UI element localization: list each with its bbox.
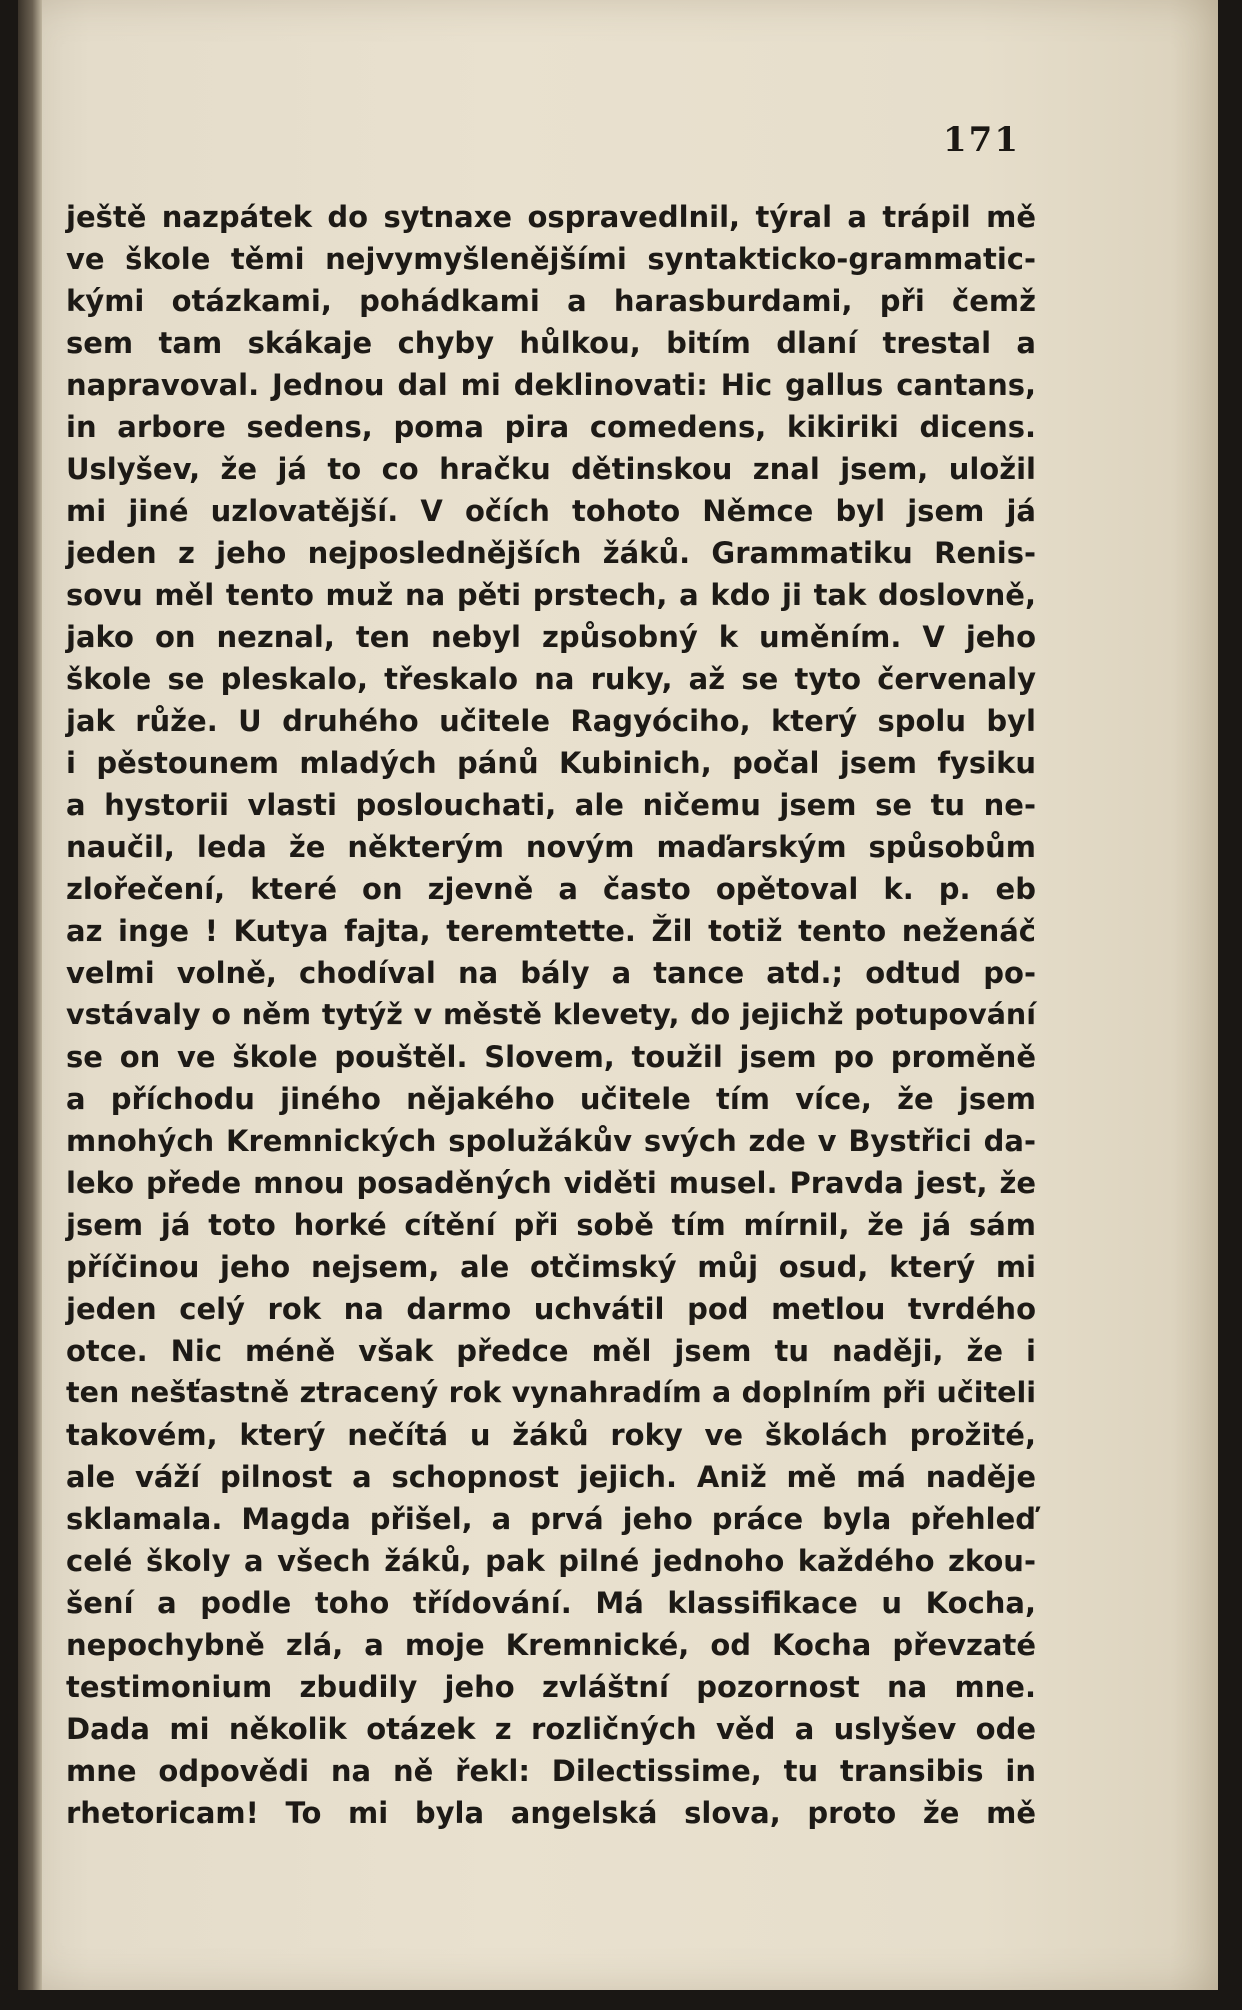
text-line: sem tam skákaje chyby hůlkou, bitím dlaní trestal a <box>66 326 1036 360</box>
text-line: ten nešťastně ztracený rok vynahradím a doplním při učiteli <box>66 1376 1036 1409</box>
text-line: leko přede mnou posaděných viděti musel. Pravda jest, že <box>66 1166 1036 1200</box>
text-line: takovém, který nečítá u žáků roky ve školách prožité, <box>66 1418 1036 1452</box>
text-line: napravoval. Jednou dal mi deklinovati: Hic gallus cantans, <box>66 368 1036 402</box>
text-line: vstávaly o něm tytýž v městě klevety, do jejichž potupování <box>66 998 1036 1031</box>
text-line: Dada mi několik otázek z rozličných věd a uslyšev ode <box>66 1712 1036 1746</box>
text-line: mnohých Kremnických spolužákův svých zde v Bystřici da- <box>66 1124 1036 1158</box>
text-line: jeden z jeho nejposlednějších žáků. Grammatiku Renis- <box>66 536 1036 570</box>
text-line: sklamala. Magda přišel, a prvá jeho práce byla přehleď <box>66 1502 1036 1536</box>
body-text <box>66 196 1036 1834</box>
text-line: jako on neznal, ten nebyl způsobný k uměním. V jeho <box>66 620 1036 654</box>
text-line: otce. Nic méně však předce měl jsem tu naději, že i <box>66 1334 1036 1368</box>
text-line: naučil, leda že některým novým maďarským spůsobům <box>66 830 1036 864</box>
book-binding-edge <box>18 0 42 1990</box>
text-line: příčinou jeho nejsem, ale otčimský můj osud, který mi <box>66 1250 1036 1284</box>
text-line: šení a podle toho třídování. Má klassifikace u Kocha, <box>66 1586 1036 1620</box>
text-line: jsem já toto horké cítění při sobě tím mírnil, že já sám <box>66 1208 1036 1242</box>
text-line: velmi volně, chodíval na bály a tance atd.; odtud po- <box>66 956 1036 990</box>
text-line: ještě nazpátek do sytnaxe ospravedlnil, týral a trápil mě <box>66 200 1036 234</box>
text-line: in arbore sedens, poma pira comedens, kikiriki dicens. <box>66 410 1036 444</box>
text-line: jeden celý rok na darmo uchvátil pod metlou tvrdého <box>66 1292 1036 1326</box>
text-line: a hystorii vlasti poslouchati, ale ničemu jsem se tu ne- <box>66 788 1036 822</box>
text-line: testimonium zbudily jeho zvláštní pozornost na mne. <box>66 1670 1036 1704</box>
text-line: i pěstounem mladých pánů Kubinich, počal jsem fysiku <box>66 746 1036 780</box>
text-line: nepochybně zlá, a moje Kremnické, od Kocha převzaté <box>66 1628 1036 1662</box>
text-line: kými otázkami, pohádkami a harasburdami, při čemž <box>66 284 1036 318</box>
text-line: Uslyšev, že já to co hračku dětinskou znal jsem, uložil <box>66 452 1036 486</box>
text-line: ale váží pilnost a schopnost jejich. Aniž mě má naděje <box>66 1460 1036 1494</box>
book-page <box>18 0 1218 1990</box>
text-line: mne odpovědi na ně řekl: Dilectissime, tu transibis in <box>66 1754 1036 1788</box>
text-line: jak růže. U druhého učitele Ragyóciho, který spolu byl <box>66 704 1036 738</box>
text-line: škole se pleskalo, třeskalo na ruky, až se tyto červenaly <box>66 662 1036 696</box>
text-line: a příchodu jiného nějakého učitele tím více, že jsem <box>66 1082 1036 1116</box>
page-number: 171 <box>943 120 1020 160</box>
text-line: ve škole těmi nejvymyšlenějšími syntakticko-grammatic- <box>66 242 1036 276</box>
text-line: mi jiné uzlovatější. V očích tohoto Němce byl jsem já <box>66 494 1036 528</box>
text-line: rhetoricam! To mi byla angelská slova, proto že mě <box>66 1796 1036 1830</box>
text-line: celé školy a všech žáků, pak pilné jednoho každého zkou- <box>66 1544 1036 1578</box>
text-line: zlořečení, které on zjevně a často opětoval k. p. eb <box>66 872 1036 906</box>
text-line: se on ve škole pouštěl. Slovem, toužil jsem po proměně <box>66 1040 1036 1074</box>
text-line: az inge ! Kutya fajta, teremtette. Žil totiž tento neženáč <box>66 914 1036 948</box>
text-line: sovu měl tento muž na pěti prstech, a kdo ji tak doslovně, <box>66 578 1036 612</box>
